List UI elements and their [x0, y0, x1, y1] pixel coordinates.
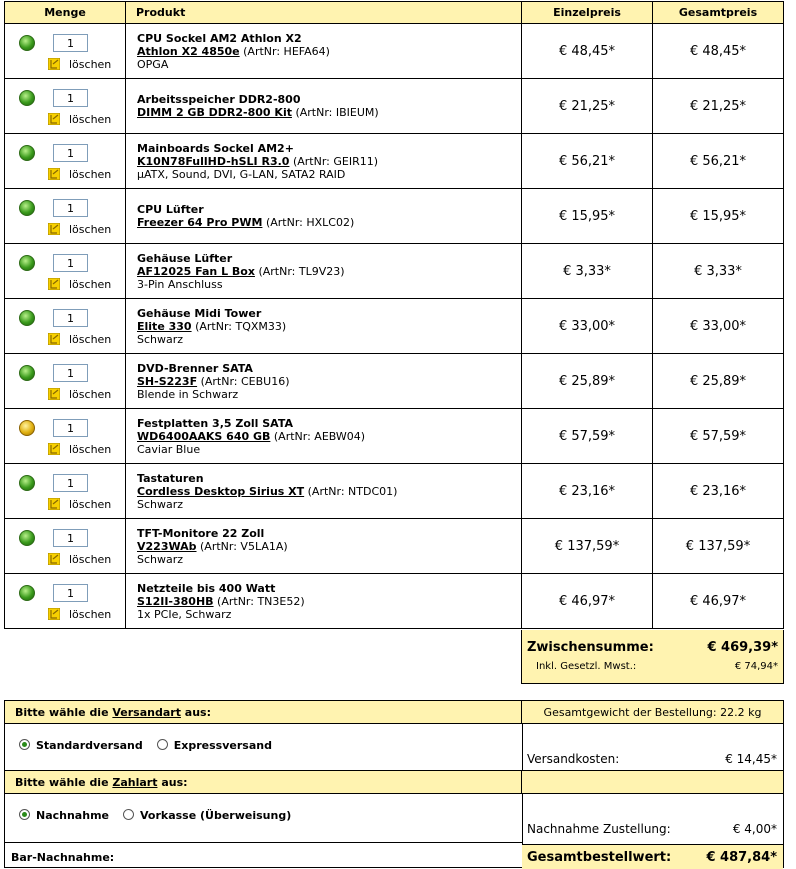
shipping-cost-value: € 14,45*	[725, 752, 777, 766]
status-dot-icon	[19, 530, 35, 546]
unit-price: € 46,97*	[522, 574, 653, 629]
payment-header-right	[522, 771, 783, 794]
product-artnr: (ArtNr: V5LA1A)	[200, 539, 288, 553]
product-description: Caviar Blue	[137, 442, 201, 456]
tax-value: € 74,94*	[734, 661, 778, 672]
product-artnr: (ArtNr: TL9V23)	[258, 264, 345, 278]
product-artnr: (ArtNr: CEBU16)	[200, 374, 290, 388]
unit-price: € 15,95*	[522, 189, 653, 244]
unit-price: € 137,59*	[522, 519, 653, 574]
payment-method-link[interactable]: Zahlart	[112, 776, 158, 789]
delete-link[interactable]: löschen	[69, 388, 112, 401]
qty-cell	[5, 409, 126, 464]
product-description: Schwarz	[137, 332, 184, 346]
product-cell	[126, 519, 522, 574]
divider	[522, 724, 523, 771]
product-cell	[126, 189, 522, 244]
product-description: µATX, Sound, DVI, G-LAN, SATA2 RAID	[137, 167, 346, 181]
delete-icon[interactable]	[48, 278, 60, 290]
quantity-input[interactable]	[53, 529, 88, 547]
grand-total-value: € 487,84*	[706, 850, 777, 865]
radio-icon[interactable]	[157, 739, 168, 750]
product-category: TFT-Monitore 22 Zoll	[137, 526, 265, 540]
payment-fee-label: Nachnahme Zustellung:	[527, 822, 671, 836]
quantity-input[interactable]	[53, 89, 88, 107]
total-price: € 56,21*	[653, 134, 784, 189]
product-link[interactable]: Cordless Desktop Sirius XT	[137, 484, 305, 498]
shipping-cost-label: Versandkosten:	[527, 752, 620, 766]
cart-header-row	[5, 2, 784, 24]
product-category: Arbeitsspeicher DDR2-800	[137, 93, 301, 106]
delete-link[interactable]: löschen	[69, 553, 112, 566]
quantity-input[interactable]	[53, 254, 88, 272]
product-cell	[126, 354, 522, 409]
product-description: Blende in Schwarz	[137, 387, 239, 401]
delete-link[interactable]: löschen	[69, 608, 112, 621]
product-category: Tastaturen	[137, 471, 204, 485]
product-artnr: (ArtNr: AEBW04)	[273, 429, 366, 443]
checkout-options	[4, 700, 784, 868]
product-cell	[126, 464, 522, 519]
grand-total	[522, 844, 783, 869]
delete-link[interactable]: löschen	[69, 443, 112, 456]
delete-link[interactable]: löschen	[69, 223, 112, 236]
payment-option-cod[interactable]: Nachnahme	[36, 809, 109, 822]
cart-row	[5, 299, 784, 354]
shipping-header	[5, 701, 522, 724]
total-price: € 46,97*	[653, 574, 784, 629]
status-dot-icon	[19, 35, 35, 51]
cart-row	[5, 354, 784, 409]
payment-header	[5, 771, 522, 794]
status-dot-icon	[19, 585, 35, 601]
qty-cell	[5, 134, 126, 189]
unit-price: € 56,21*	[522, 134, 653, 189]
total-price: € 25,89*	[653, 354, 784, 409]
header-total-price: Gesamtpreis	[653, 2, 784, 24]
quantity-input[interactable]	[53, 419, 88, 437]
total-price: € 33,00*	[653, 299, 784, 354]
cart-row	[5, 24, 784, 79]
product-cell	[126, 244, 522, 299]
delete-icon[interactable]	[48, 498, 60, 510]
cart-row	[5, 79, 784, 134]
total-price: € 15,95*	[653, 189, 784, 244]
product-category: DVD-Brenner SATA	[137, 361, 253, 375]
radio-icon[interactable]	[123, 809, 134, 820]
product-artnr: (ArtNr: NTDC01)	[307, 484, 398, 498]
product-category: Netzteile bis 400 Watt	[137, 581, 276, 595]
product-description: Schwarz	[137, 552, 184, 566]
product-cell	[126, 24, 522, 79]
product-artnr: (ArtNr: GEIR11)	[292, 154, 378, 168]
shipping-options	[19, 739, 272, 752]
unit-price: € 57,59*	[522, 409, 653, 464]
quantity-input[interactable]	[53, 34, 88, 52]
shipping-option-express[interactable]: Expressversand	[173, 739, 272, 752]
product-link[interactable]: S12II-380HB	[137, 594, 214, 608]
unit-price: € 3,33*	[522, 244, 653, 299]
product-category: Mainboards Sockel AM2+	[137, 141, 294, 155]
product-cell	[126, 79, 522, 134]
cart-row	[5, 409, 784, 464]
product-link[interactable]: Athlon X2 4850e	[137, 44, 240, 58]
cart-row	[5, 519, 784, 574]
radio-icon[interactable]	[19, 809, 30, 820]
delete-link[interactable]: löschen	[69, 278, 112, 291]
delete-icon[interactable]	[48, 553, 60, 565]
payment-option-prepay[interactable]: Vorkasse (Überweisung)	[140, 809, 292, 822]
weight-header	[522, 701, 783, 724]
delete-link[interactable]: löschen	[69, 168, 112, 181]
status-dot-icon	[19, 255, 35, 271]
divider	[522, 794, 523, 844]
product-description: OPGA	[137, 57, 169, 71]
total-price: € 137,59*	[653, 519, 784, 574]
quantity-input[interactable]	[53, 474, 88, 492]
product-description: Schwarz	[137, 497, 184, 511]
cart-row	[5, 574, 784, 629]
cash-on-delivery-label: Bar-Nachnahme:	[11, 851, 115, 864]
product-link[interactable]: V223WAb	[137, 539, 197, 553]
delete-icon[interactable]	[48, 608, 60, 620]
payment-options	[19, 809, 291, 822]
status-dot-icon	[19, 310, 35, 326]
delete-link[interactable]: löschen	[69, 58, 112, 71]
cart-row	[5, 244, 784, 299]
qty-cell	[5, 354, 126, 409]
delete-link[interactable]: löschen	[69, 333, 112, 346]
quantity-input[interactable]	[53, 144, 88, 162]
delete-icon[interactable]	[48, 388, 60, 400]
tax-label: Inkl. Gesetzl. Mwst.:	[536, 661, 637, 672]
product-category: Festplatten 3,5 Zoll SATA	[137, 416, 294, 430]
header-unit-price: Einzelpreis	[522, 2, 653, 24]
unit-price: € 21,25*	[522, 79, 653, 134]
delete-icon[interactable]	[48, 168, 60, 180]
product-cell	[126, 299, 522, 354]
quantity-input[interactable]	[53, 364, 88, 382]
cart-row	[5, 134, 784, 189]
delete-link[interactable]: löschen	[69, 113, 112, 126]
status-dot-icon	[19, 475, 35, 491]
product-cell	[126, 409, 522, 464]
order-weight: Gesamtgewicht der Bestellung: 22.2 kg	[543, 706, 762, 719]
payment-prompt: Bitte wähle die Zahlart aus:	[15, 776, 188, 789]
status-dot-icon	[19, 145, 35, 161]
delete-icon[interactable]	[48, 223, 60, 235]
product-category: CPU Lüfter	[137, 203, 204, 216]
delete-icon[interactable]	[48, 113, 60, 125]
qty-cell	[5, 244, 126, 299]
cart-row	[5, 464, 784, 519]
product-artnr: (ArtNr: IBIEUM)	[295, 106, 379, 119]
total-price: € 23,16*	[653, 464, 784, 519]
qty-cell	[5, 519, 126, 574]
quantity-input[interactable]	[53, 584, 88, 602]
qty-cell	[5, 574, 126, 629]
product-artnr: (ArtNr: TQXM33)	[195, 319, 287, 333]
quantity-input[interactable]	[53, 199, 88, 217]
delete-icon[interactable]	[48, 58, 60, 70]
status-dot-icon	[19, 365, 35, 381]
total-price: € 3,33*	[653, 244, 784, 299]
unit-price: € 23,16*	[522, 464, 653, 519]
grand-total-label: Gesamtbestellwert:	[527, 850, 672, 865]
product-cell	[126, 134, 522, 189]
header-qty: Menge	[5, 2, 126, 24]
unit-price: € 33,00*	[522, 299, 653, 354]
product-category: Gehäuse Midi Tower	[137, 306, 262, 320]
product-description: 1x PCIe, Schwarz	[137, 607, 232, 621]
product-link[interactable]: SH-S223F	[137, 374, 198, 388]
qty-cell	[5, 79, 126, 134]
header-product: Produkt	[126, 2, 522, 24]
status-dot-icon	[19, 200, 35, 216]
total-price: € 21,25*	[653, 79, 784, 134]
product-link[interactable]: DIMM 2 GB DDR2-800 Kit	[137, 106, 292, 119]
status-dot-icon	[19, 420, 35, 436]
delete-icon[interactable]	[48, 333, 60, 345]
radio-icon[interactable]	[19, 739, 30, 750]
cart-row	[5, 189, 784, 244]
status-dot-icon	[19, 90, 35, 106]
cart-summary	[521, 630, 784, 684]
delete-icon[interactable]	[48, 443, 60, 455]
total-price: € 48,45*	[653, 24, 784, 79]
qty-cell	[5, 189, 126, 244]
qty-cell	[5, 299, 126, 354]
cart-table	[4, 1, 784, 629]
product-link[interactable]: K10N78FullHD-hSLI R3.0	[137, 154, 290, 168]
unit-price: € 25,89*	[522, 354, 653, 409]
unit-price: € 48,45*	[522, 24, 653, 79]
product-link[interactable]: WD6400AAKS 640 GB	[137, 429, 271, 443]
product-artnr: (ArtNr: TN3E52)	[217, 594, 305, 608]
product-artnr: (ArtNr: HXLC02)	[265, 216, 355, 229]
delete-link[interactable]: löschen	[69, 498, 112, 511]
divider	[5, 842, 522, 843]
subtotal-label: Zwischensumme:	[527, 640, 654, 655]
shipping-prompt: Bitte wähle die Versandart aus:	[15, 706, 211, 719]
product-category: Gehäuse Lüfter	[137, 251, 233, 265]
product-link[interactable]: AF12025 Fan L Box	[137, 264, 255, 278]
qty-cell	[5, 24, 126, 79]
qty-cell	[5, 464, 126, 519]
quantity-input[interactable]	[53, 309, 88, 327]
product-category: CPU Sockel AM2 Athlon X2	[137, 31, 302, 45]
product-link[interactable]: Elite 330	[137, 319, 192, 333]
product-description: 3-Pin Anschluss	[137, 277, 223, 291]
shipping-method-link[interactable]: Versandart	[112, 706, 181, 719]
payment-fee-value: € 4,00*	[732, 822, 777, 836]
cart-body	[5, 24, 784, 629]
shipping-option-standard[interactable]: Standardversand	[36, 739, 143, 752]
product-cell	[126, 574, 522, 629]
product-link[interactable]: Freezer 64 Pro PWM	[137, 216, 263, 229]
product-artnr: (ArtNr: HEFA64)	[243, 44, 330, 58]
total-price: € 57,59*	[653, 409, 784, 464]
subtotal-value: € 469,39*	[707, 640, 778, 655]
